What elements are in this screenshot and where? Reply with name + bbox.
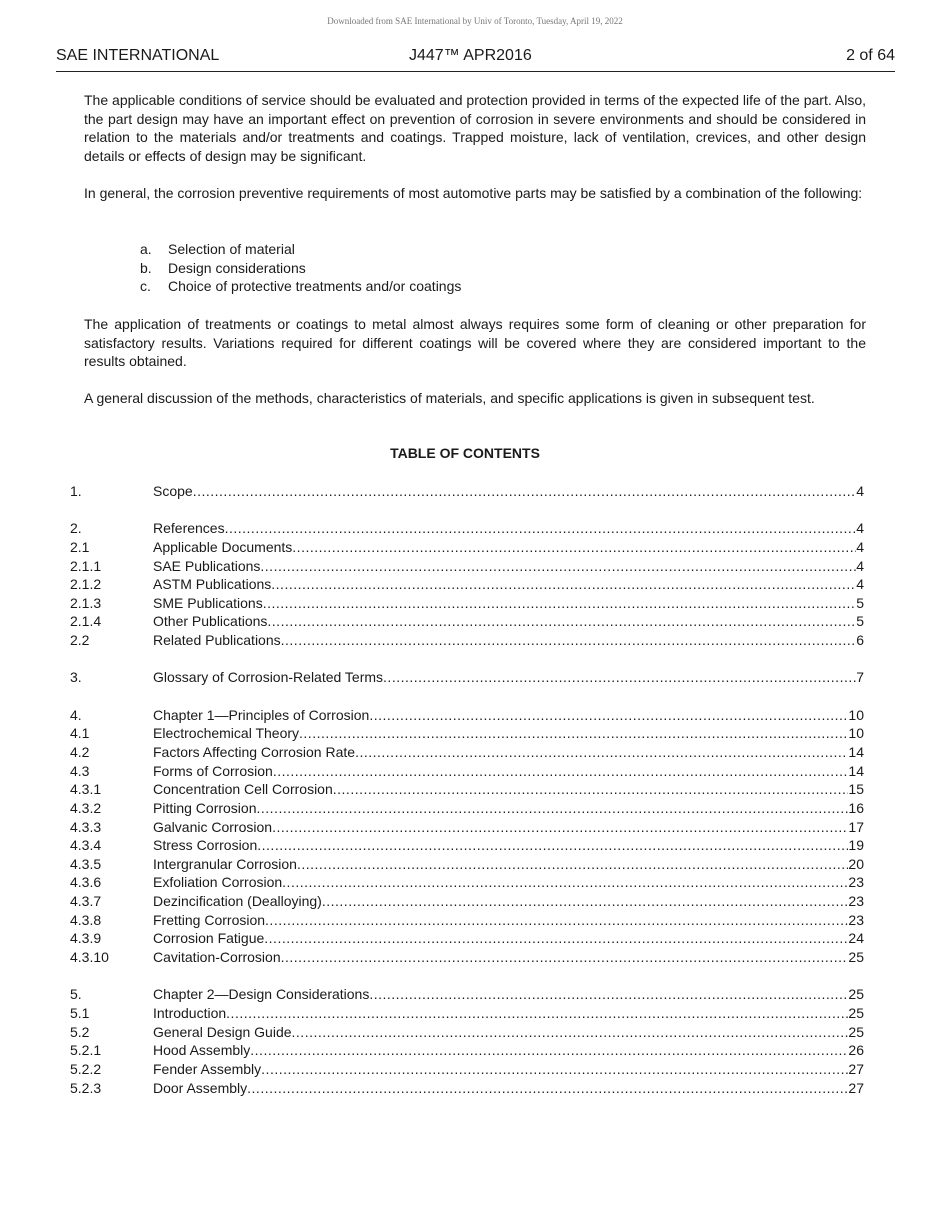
toc-title: Exfoliation Corrosion <box>153 874 283 891</box>
toc-entry[interactable] <box>70 836 864 855</box>
toc-title: Dezincification (Dealloying) <box>153 893 322 910</box>
toc-page: 5 <box>856 594 864 611</box>
toc-number: 4.3.7 <box>70 893 102 910</box>
toc-leader <box>272 818 848 837</box>
header-org: SAE INTERNATIONAL <box>56 47 220 64</box>
toc-leader <box>369 706 848 725</box>
toc-leader <box>299 724 848 743</box>
toc-page: 14 <box>848 743 864 760</box>
toc-page: 19 <box>848 837 864 854</box>
toc-number: 5.1 <box>70 1004 90 1021</box>
toc-number: 4. <box>70 706 82 723</box>
toc-title: Galvanic Corrosion <box>153 818 273 835</box>
toc-gap <box>70 967 864 986</box>
toc-page: 27 <box>848 1060 864 1077</box>
toc-page: 20 <box>848 855 864 872</box>
toc-entry[interactable] <box>70 818 864 837</box>
toc-leader <box>250 1041 848 1060</box>
toc-entry[interactable] <box>70 892 864 911</box>
toc-title: Stress Corrosion <box>153 837 258 854</box>
toc-leader <box>322 892 849 911</box>
toc-entry[interactable] <box>70 1041 864 1060</box>
toc-number: 2. <box>70 520 82 537</box>
toc-entry[interactable] <box>70 1004 864 1023</box>
toc-leader <box>263 594 856 613</box>
toc-leader <box>355 743 848 762</box>
toc-leader <box>292 538 856 557</box>
toc-gap <box>70 687 864 706</box>
toc-title: Corrosion Fatigue <box>153 930 265 947</box>
toc-number: 4.3.9 <box>70 930 102 947</box>
toc-gap <box>70 650 864 669</box>
toc-number: 4.3.6 <box>70 874 102 891</box>
toc-gap <box>70 501 864 520</box>
toc-number: 4.2 <box>70 743 90 760</box>
toc-entry[interactable] <box>70 873 864 892</box>
toc-title: Related Publications <box>153 632 281 649</box>
toc-entry[interactable] <box>70 743 864 762</box>
toc-page: 23 <box>848 911 864 928</box>
toc-page: 15 <box>848 781 864 798</box>
toc-entry[interactable] <box>70 780 864 799</box>
toc-leader <box>383 668 856 687</box>
toc-leader <box>264 929 848 948</box>
toc-page: 17 <box>848 818 864 835</box>
paragraph: The applicable conditions of service should be evaluated and protection provided in terms of the expected life of the part. Also, the part design may have an important effect on prevention of corrosion in severe environments and should be considered in relation to the materials and/or treatments and coatings. Trapped moisture, lack of ventilation, crevices, and other design details or effects of design may be significant. <box>84 92 866 165</box>
toc-leader <box>281 631 857 650</box>
toc-title: Intergranular Corrosion <box>153 855 297 872</box>
header-page-number: 2 of 64 <box>846 47 895 64</box>
toc-number: 5.2.3 <box>70 1079 102 1096</box>
toc-number: 2.1 <box>70 538 90 555</box>
toc-page: 25 <box>848 986 864 1003</box>
toc-heading: TABLE OF CONTENTS <box>390 445 540 461</box>
toc-number: 4.3.10 <box>70 949 109 966</box>
toc-title: Glossary of Corrosion-Related Terms <box>153 669 384 686</box>
toc-entry[interactable] <box>70 538 864 557</box>
toc-leader <box>369 985 848 1004</box>
toc-page: 23 <box>848 893 864 910</box>
toc-title: Fretting Corrosion <box>153 911 266 928</box>
toc-title: Chapter 2—Design Considerations <box>153 986 370 1003</box>
toc-title: Other Publications <box>153 613 268 630</box>
toc-leader <box>226 1004 848 1023</box>
toc-leader <box>282 873 848 892</box>
toc-page: 27 <box>848 1079 864 1096</box>
toc-leader <box>257 836 848 855</box>
list <box>140 240 461 296</box>
table-of-contents <box>70 482 864 1097</box>
header-doc-id: J447™ APR2016 <box>409 47 532 64</box>
toc-title: Applicable Documents <box>153 538 293 555</box>
toc-title: SME Publications <box>153 594 263 611</box>
toc-entry[interactable] <box>70 1060 864 1079</box>
paragraph: The application of treatments or coatings to metal almost always requires some form of cleaning or other preparation for satisfactory results. Variations required for different coatings will be covered where they are considered important to the results obtained. <box>84 316 866 370</box>
toc-number: 2.1.1 <box>70 557 102 574</box>
toc-number: 4.1 <box>70 725 90 742</box>
toc-leader <box>333 780 849 799</box>
toc-entry[interactable] <box>70 799 864 818</box>
toc-number: 4.3.5 <box>70 855 102 872</box>
list-item: a. Selection of material <box>140 241 295 257</box>
toc-title: Concentration Cell Corrosion <box>153 781 333 798</box>
toc-leader <box>247 1079 848 1098</box>
toc-entry[interactable] <box>70 985 864 1004</box>
toc-page: 7 <box>856 669 864 686</box>
toc-page: 5 <box>856 613 864 630</box>
toc-title: Scope <box>153 483 193 499</box>
page-header <box>56 47 895 72</box>
toc-title: Introduction <box>153 1004 227 1021</box>
toc-leader <box>225 519 857 538</box>
toc-number: 1. <box>70 483 82 499</box>
toc-page: 4 <box>856 557 864 574</box>
toc-entry[interactable] <box>70 706 864 725</box>
toc-page: 24 <box>848 930 864 947</box>
toc-title: General Design Guide <box>153 1023 292 1040</box>
toc-page: 4 <box>856 520 864 537</box>
toc-entry[interactable] <box>70 575 864 594</box>
toc-leader <box>297 855 848 874</box>
toc-leader <box>261 1060 848 1079</box>
toc-title: Fender Assembly <box>153 1060 262 1077</box>
toc-page: 4 <box>856 538 864 555</box>
paragraph: In general, the corrosion preventive requirements of most automotive parts may be satisfied by a combination of the following: <box>84 185 863 201</box>
toc-entry[interactable] <box>70 1023 864 1042</box>
toc-page: 23 <box>848 874 864 891</box>
toc-entry[interactable] <box>70 594 864 613</box>
toc-number: 4.3.2 <box>70 799 102 816</box>
toc-number: 4.3.1 <box>70 781 102 798</box>
toc-page: 14 <box>848 762 864 779</box>
toc-entry[interactable] <box>70 948 864 967</box>
toc-number: 4.3.3 <box>70 818 102 835</box>
toc-leader <box>281 948 849 967</box>
toc-number: 2.1.3 <box>70 594 102 611</box>
toc-entry[interactable] <box>70 668 864 687</box>
toc-entry[interactable] <box>70 1079 864 1098</box>
toc-title: Cavitation-Corrosion <box>153 949 281 966</box>
toc-page: 6 <box>856 632 864 649</box>
toc-number: 4.3.8 <box>70 911 102 928</box>
toc-entry[interactable] <box>70 482 864 501</box>
toc-title: References <box>153 520 225 537</box>
toc-entry[interactable] <box>70 557 864 576</box>
toc-leader <box>273 762 849 781</box>
toc-page: 4 <box>856 483 864 499</box>
toc-number: 5.2 <box>70 1023 90 1040</box>
toc-title: Factors Affecting Corrosion Rate <box>153 743 356 760</box>
toc-title: Electrochemical Theory <box>153 725 300 742</box>
toc-number: 4.3.4 <box>70 837 102 854</box>
toc-number: 4.3 <box>70 762 90 779</box>
toc-number: 5.2.1 <box>70 1042 102 1059</box>
toc-page: 25 <box>848 949 864 966</box>
toc-title: Pitting Corrosion <box>153 799 257 816</box>
toc-entry[interactable] <box>70 631 864 650</box>
toc-page: 26 <box>848 1042 864 1059</box>
toc-page: 25 <box>848 1004 864 1021</box>
toc-page: 10 <box>848 725 864 742</box>
toc-leader <box>257 799 849 818</box>
toc-title: SAE Publications <box>153 557 261 574</box>
toc-leader <box>193 482 857 501</box>
toc-title: Hood Assembly <box>153 1042 251 1059</box>
toc-title: Forms of Corrosion <box>153 762 273 779</box>
toc-entry[interactable] <box>70 855 864 874</box>
toc-entry[interactable] <box>70 612 864 631</box>
toc-leader <box>260 557 856 576</box>
toc-entry[interactable] <box>70 724 864 743</box>
toc-number: 3. <box>70 669 82 686</box>
toc-number: 2.1.4 <box>70 613 102 630</box>
toc-entry[interactable] <box>70 762 864 781</box>
download-watermark: Downloaded from SAE International by Univ of Toronto, Tuesday, April 19, 2022 <box>327 16 623 26</box>
toc-leader <box>292 1023 849 1042</box>
toc-leader <box>271 575 856 594</box>
toc-page: 25 <box>848 1023 864 1040</box>
toc-title: ASTM Publications <box>153 576 272 593</box>
toc-page: 10 <box>848 706 864 723</box>
toc-page: 4 <box>856 576 864 593</box>
toc-number: 5.2.2 <box>70 1060 102 1077</box>
toc-leader <box>265 911 848 930</box>
toc-number: 5. <box>70 986 82 1003</box>
toc-leader <box>267 612 856 631</box>
toc-title: Chapter 1—Principles of Corrosion <box>153 706 370 723</box>
list-item: c. Choice of protective treatments and/or coatings <box>140 278 462 295</box>
toc-entry[interactable] <box>70 929 864 948</box>
toc-number: 2.2 <box>70 632 90 649</box>
paragraph: A general discussion of the methods, characteristics of materials, and specific applications is given in subsequent test. <box>84 390 815 406</box>
list-item: b. Design considerations <box>140 259 306 276</box>
toc-title: Door Assembly <box>153 1079 248 1096</box>
toc-page: 16 <box>848 799 864 816</box>
toc-number: 2.1.2 <box>70 576 102 593</box>
toc-entry[interactable] <box>70 911 864 930</box>
toc-entry[interactable] <box>70 519 864 538</box>
